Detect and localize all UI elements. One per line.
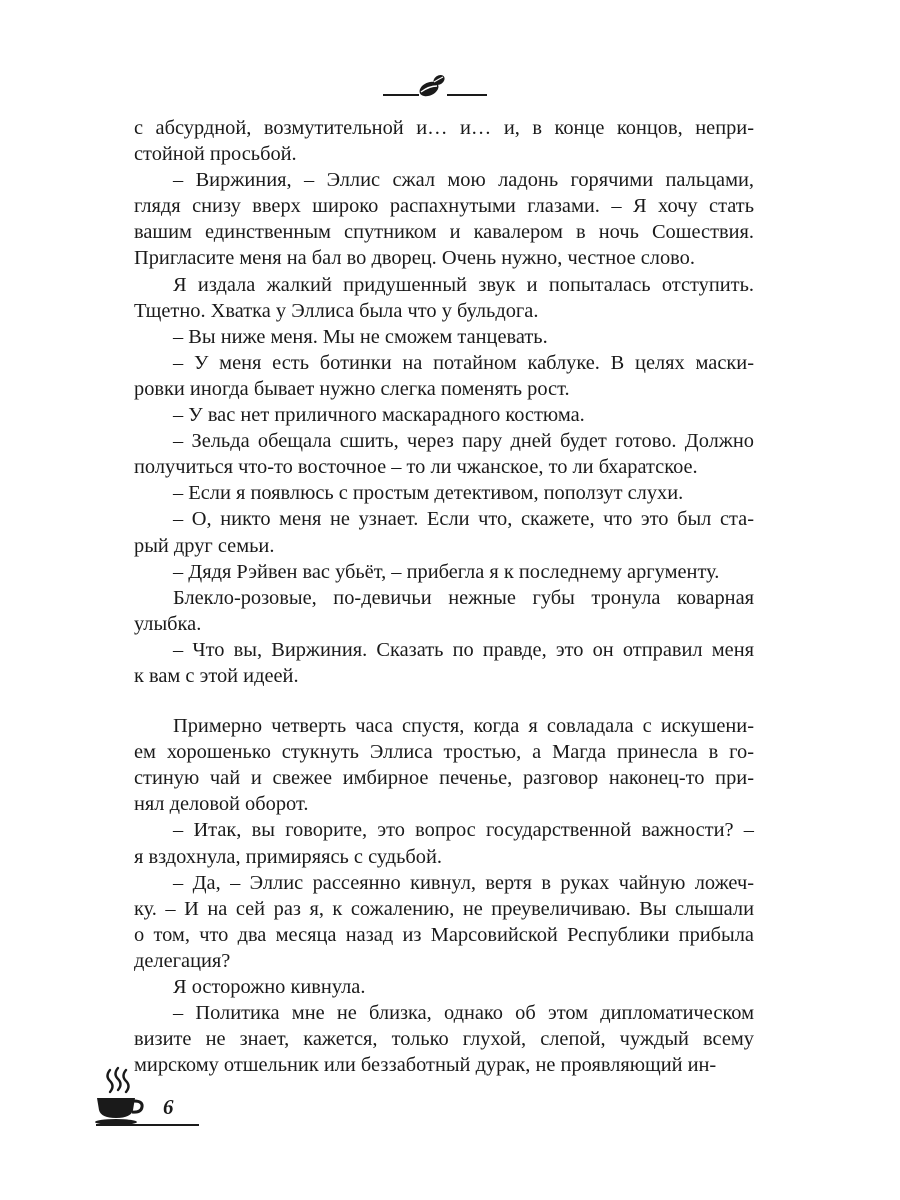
text-line: о том, что два месяца назад из Марсовийской Республики прибыла: [134, 923, 754, 946]
text-line: глядя снизу вверх широко распахнутыми глазами. – Я хочу стать: [134, 195, 754, 218]
text-line: ку. – И на сей раз я, к сожалению, не преувеличиваю. Вы слышали: [134, 897, 754, 920]
text-line: с абсурдной, возмутительной и… и… и, в конце концов, непри-: [134, 117, 754, 139]
text-line: нял деловой оборот.: [134, 793, 309, 816]
text-line: ем хорошенько стукнуть Эллиса тростью, а Магда принесла в го-: [134, 741, 754, 764]
text-line: – Что вы, Виржиния. Сказать по правде, это он отправил меня: [173, 638, 754, 661]
text-line: – Вы ниже меня. Мы не сможем танцевать.: [173, 325, 548, 348]
text-line: Я осторожно кивнула.: [173, 976, 366, 998]
text-line: Пригласите меня на бал во дворец. Очень нужно, честное слово.: [134, 247, 695, 270]
text-line: – О, никто меня не узнает. Если что, скажете, что это был ста-: [173, 508, 754, 531]
text-line: мирскому отшельник или беззаботный дурак, не проявляющий ин-: [134, 1054, 717, 1077]
text-line: улыбка.: [134, 612, 202, 635]
text-line: стиную чай и свежее имбирное печенье, разговор наконец-то при-: [134, 767, 754, 790]
text-line: – Итак, вы говорите, это вопрос государственной важности? –: [173, 819, 754, 842]
text-line: получиться что-то восточное – то ли чжанское, то ли бхаратское.: [134, 456, 698, 479]
coffee-bean-icon: [417, 73, 446, 99]
text-line: вашим единственным спутником и кавалером в ночь Сошествия.: [134, 221, 754, 244]
text-line: – Виржиния, – Эллис сжал мою ладонь горячими пальцами,: [173, 169, 754, 192]
body-text: [134, 115, 754, 1078]
page-number: 6: [163, 1095, 174, 1119]
text-line: стойной просьбой.: [134, 143, 297, 166]
section-break: [134, 689, 754, 713]
header-ornament: [383, 68, 487, 100]
text-line: – Зельда обещала сшить, через пару дней будет готово. Должно: [173, 430, 754, 453]
steaming-cup-icon: [94, 1066, 144, 1128]
text-line: – Политика мне не близка, однако об этом дипломатическом: [173, 1002, 754, 1025]
text-line: – Да, – Эллис рассеянно кивнул, вертя в руках чайную ложеч-: [173, 871, 754, 894]
text-line: визите не знает, кажется, только глухой, слепой, чуждый всему: [134, 1028, 754, 1051]
text-line: ровки иногда бывает нужно слегка поменять рост.: [134, 377, 570, 400]
text-line: Блекло-розовые, по-девичьи нежные губы тронула коварная: [173, 586, 754, 609]
text-line: – Дядя Рэйвен вас убьёт, – прибегла я к последнему аргументу.: [173, 560, 720, 583]
text-line: Тщетно. Хватка у Эллиса была что у бульдога.: [134, 299, 539, 322]
text-line: Примерно четверть часа спустя, когда я совладала с искушени-: [173, 715, 754, 738]
footer-rule: [96, 1124, 199, 1126]
text-line: – У меня есть ботинки на потайном каблуке. В целях маски-: [173, 351, 754, 374]
text-line: – Если я появлюсь с простым детективом, поползут слухи.: [173, 482, 684, 505]
text-line: – У вас нет приличного маскарадного костюма.: [173, 404, 585, 427]
ornament-rule-left: [383, 94, 419, 96]
text-line: я вздохнула, примиряясь с судьбой.: [134, 845, 443, 868]
ornament-rule-right: [447, 94, 487, 96]
text-line: рый друг семьи.: [134, 534, 275, 557]
text-line: к вам с этой идеей.: [134, 664, 299, 687]
text-line: Я издала жалкий придушенный звук и попыталась отступить.: [173, 273, 754, 296]
text-line: делегация?: [134, 949, 231, 972]
